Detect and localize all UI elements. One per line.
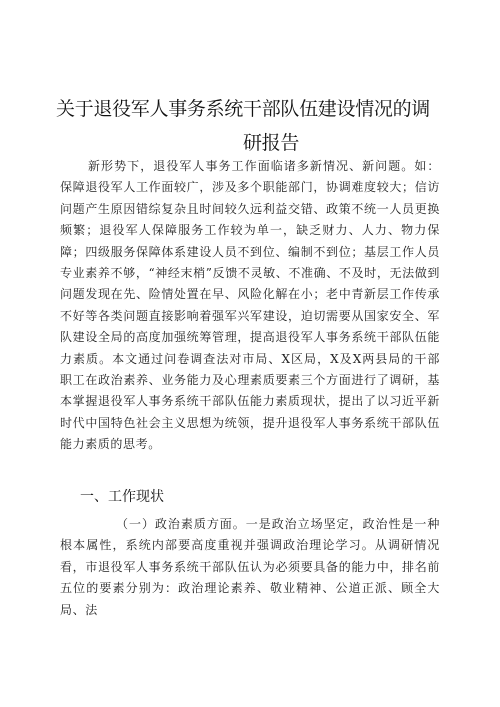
- intro-paragraph: 新形势下，退役军人事务工作面临诸多新情况、新问题。如：保障退役军人工作面较广，涉及多个职能部门，协调难度较大；信访问题产生原因错综复杂且时间较久远利益交错、政策不统一人员更换频繁；退役军人保障服务工作较为单一，缺乏财力、人力、物力保障；四级服务保障体系建设人员不到位、编制不到位；基层工作人员专业素养不够，“神经末梢”反馈不灵敏、不准确、不及时，无法做到问题发现在先、险情处置在早、风险化解在小；老中青新层工作传承不好等各类问题直接影响着强军兴军建设，迫切需要从国家安全、军队建设全局的高度加强统筹管理，提高退役军人事务系统干部队伍能力素质。本文通过问卷调查法对市局、X区局，X及X两县局的干部职工在政治素养、业务能力及心理素质要素三个方面进行了调研，基本掌握退役军人事务系统干部队伍能力素质现状，提出了以习近平新时代中国特色社会主义思想为统领，提升退役军人事务系统干部队伍能力素质的思考。: [60, 159, 440, 452]
- document-title-line-1: 关于退役军人事务系统干部队伍建设情况的调: [56, 98, 431, 120]
- section-1-paragraph: （一）政治素质方面。一是政治立场坚定，政治性是一种根本属性，系统内部要高度重视并强调政治理论学习。从调研情况看，市退役军人事务系统干部队伍认为必须要具备的能力中，排名前五位的要素分别为：政治理论素养、敬业精神、公道正派、顾全大局、法: [60, 517, 440, 617]
- section-1-heading: 一、工作现状: [80, 489, 164, 505]
- document-body: [60, 0, 440, 707]
- document-title-line-2: 研报告: [242, 132, 300, 154]
